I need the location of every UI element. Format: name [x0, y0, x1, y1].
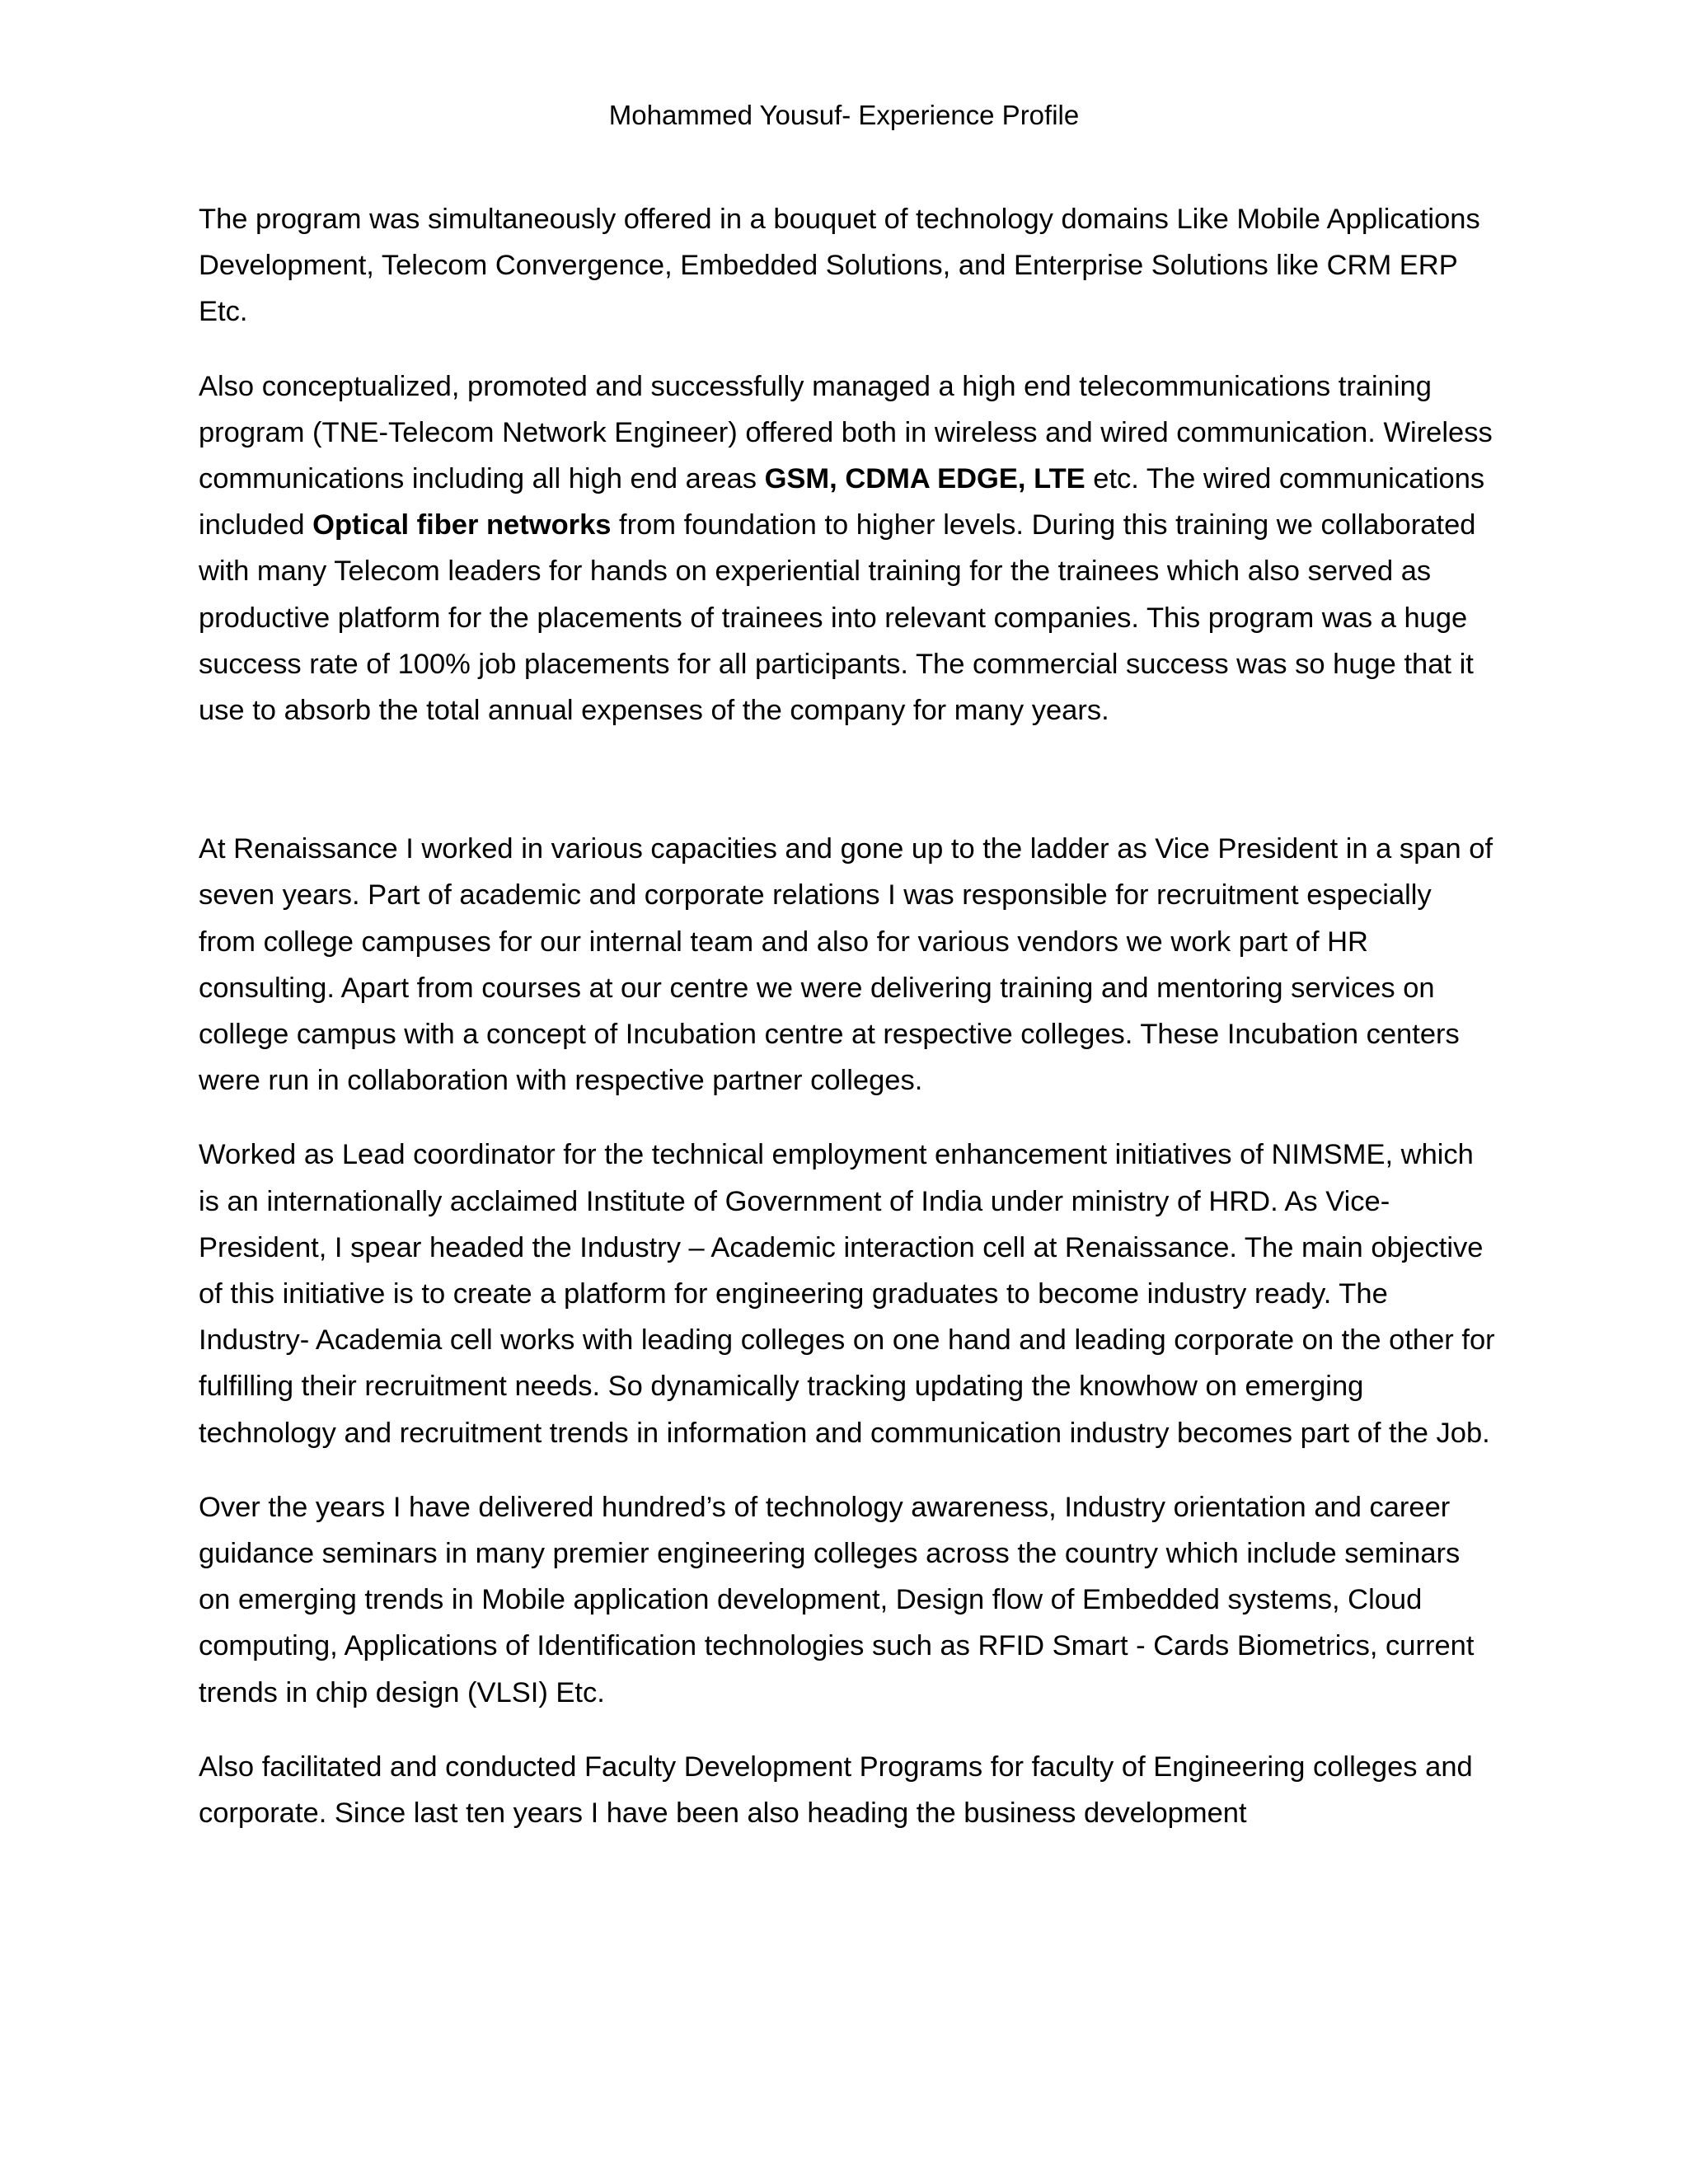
bold-optical-fiber: Optical fiber networks	[312, 509, 612, 541]
paragraph-text: from foundation to higher levels. During this training we collaborated with many Telecom leaders for hands on experiential training for the trainees which also served as productive platform for the placements of trainees into relevant companies. This program was a huge success rate of 100% job placements for all participants. The commercial success was so huge that it use to absorb the total annual expenses of the company for many years.	[199, 509, 1476, 727]
paragraph-text: Also conceptualized, promoted and successfully managed a high end telecommunications training program (TNE-Telecom Network Engineer) offered both in wireless and wired communication. Wireless communications including all high end areas	[199, 370, 1493, 495]
paragraph-faculty-development: Also facilitated and conducted Faculty Development Programs for faculty of Engineering colleges and corporate. Since last ten years I have been also heading the business development	[199, 1750, 1473, 1830]
paragraph-nimsme-coordinator: Worked as Lead coordinator for the technical employment enhancement initiatives of NIMSME, which is an internationally acclaimed Institute of Government of India under ministry of HRD. As Vice-President, I spear headed the Industry – Academic interaction cell at Renaissance. The main objective of this initiative is to create a platform for engineering graduates to become industry ready. The Industry- Academia cell works with leading colleges on one hand and leading corporate on the other for fulfilling their recruitment needs. So dynamically tracking updating the knowhow on emerging technology and recruitment trends in information and communication industry becomes part of the Job.	[199, 1139, 1495, 1449]
paragraph-renaissance-role: At Renaissance I worked in various capacities and gone up to the ladder as Vice President in a span of seven years. Part of academic and corporate relations I was responsible for recruitment especially from college campuses for our internal team and also for various vendors we work part of HR consulting. Apart from courses at our centre we were delivering training and mentoring services on college campus with a concept of Incubation centre at respective colleges. These Incubation centers were run in collaboration with respective partner colleges.	[199, 833, 1493, 1097]
paragraph-technology-domains: The program was simultaneously offered in a bouquet of technology domains Like Mobile Applications Development, Telecom Convergence, Embedded Solutions, and Enterprise Solutions like CRM ERP Etc.	[199, 204, 1480, 328]
page-header: Mohammed Yousuf- Experience Profile	[608, 100, 1080, 130]
bold-wireless-technologies: GSM, CDMA EDGE, LTE	[764, 463, 1085, 495]
paragraph-seminars: Over the years I have delivered hundred’s of technology awareness, Industry orientation and career guidance seminars in many premier engineering colleges across the country which include seminars on emerging trends in Mobile application development, Design flow of Embedded systems, Cloud computing, Applications of Identification technologies such as RFID Smart - Cards Biometrics, current trends in chip design (VLSI) Etc.	[199, 1491, 1475, 1708]
document-body	[199, 196, 1496, 1864]
paragraph-telecom-training	[199, 363, 1496, 734]
paragraph-text: etc. The wired communications included	[199, 463, 1485, 541]
